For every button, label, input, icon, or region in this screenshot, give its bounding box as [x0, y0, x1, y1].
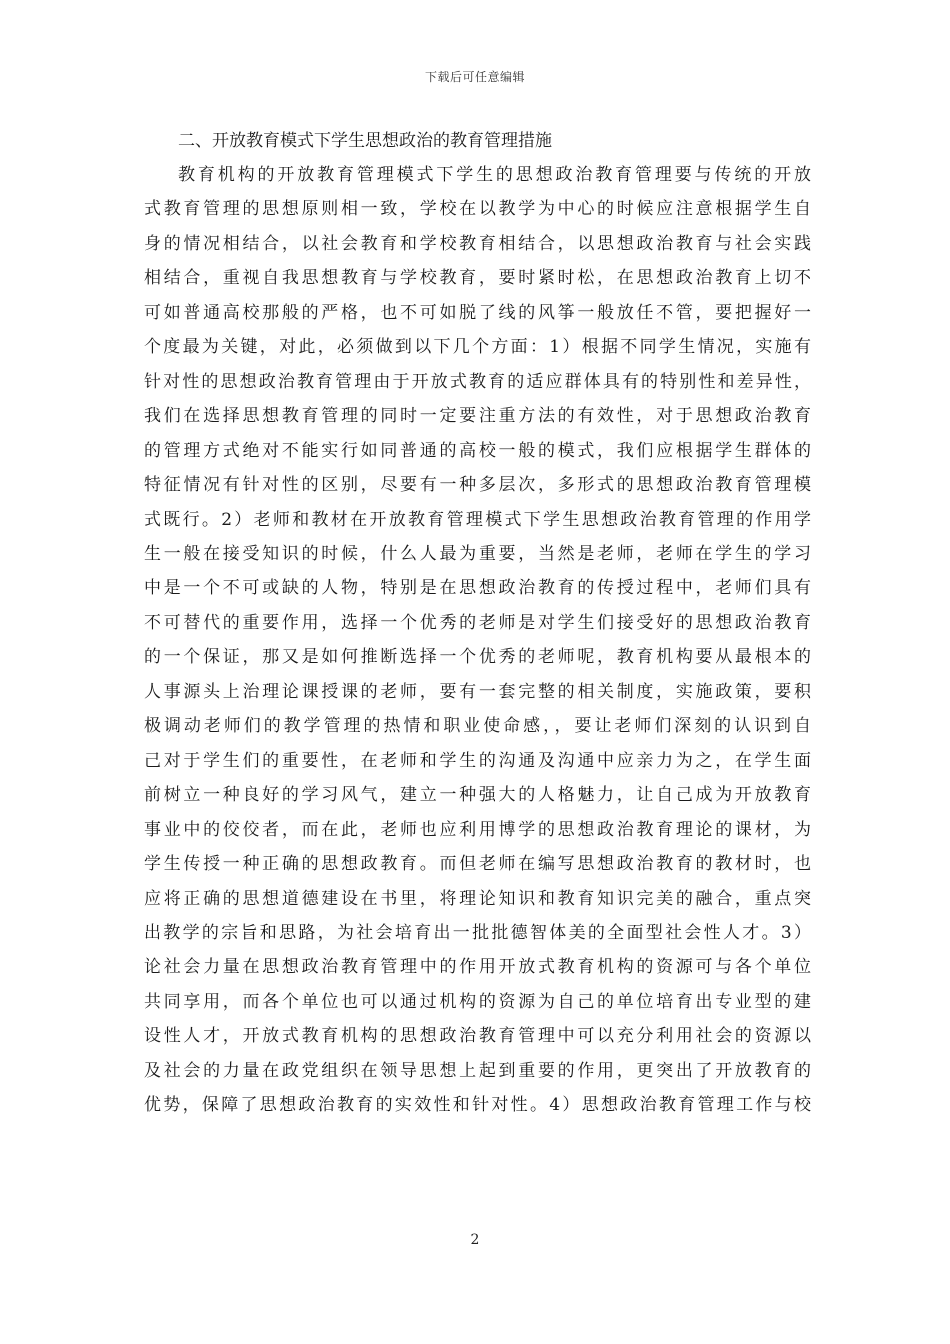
paragraph-line: 我们在选择思想教育管理的同时一定要注重方法的有效性，对于思想政治教育 — [144, 406, 811, 427]
paragraph-line: 中是一个不可或缺的人物，特别是在思想政治教育的传授过程中，老师们具有 — [144, 578, 811, 599]
paragraph-line: 教育机构的开放教育管理模式下学生的思想政治教育管理要与传统的开放 — [178, 165, 811, 185]
paragraph-line: 极调动老师们的教学管理的热情和职业使命感，，要让老师们深刻的认识到自 — [144, 716, 811, 737]
paragraph-line: 针对性的思想政治教育管理由于开放式教育的适应群体具有的特别性和差异性， — [144, 371, 811, 392]
paragraph-line: 式教育管理的思想原则相一致，学校在以教学为中心的时候应注意根据学生自 — [144, 199, 811, 220]
paragraph-line: 生一般在接受知识的时候，什么人最为重要，当然是老师，老师在学生的学习 — [144, 543, 811, 564]
paragraph-line: 身的情况相结合，以社会教育和学校教育相结合，以思想政治教育与社会实践 — [144, 233, 811, 254]
paragraph-line: 的管理方式绝对不能实行如同普通的高校一般的模式，我们应根据学生群体的 — [144, 440, 811, 461]
paragraph-line: 事业中的佼佼者，而在此，老师也应利用博学的思想政治教育理论的课材，为 — [144, 819, 811, 840]
paragraph-line: 特征情况有针对性的区别，尽要有一种多层次，多形式的思想政治教育管理模 — [144, 475, 811, 496]
paragraph-line: 及社会的力量在政党组织在领导思想上起到重要的作用，更突出了开放教育的 — [144, 1060, 811, 1081]
paragraph-line: 人事源头上治理论课授课的老师，要有一套完整的相关制度，实施政策，要积 — [144, 681, 811, 702]
paragraph-line: 应将正确的思想道德建设在书里，将理论知识和教育知识完美的融合，重点突 — [144, 888, 811, 909]
paragraph-line: 优势，保障了思想政治教育的实效性和针对性。4）思想政治教育管理工作与校 — [144, 1095, 811, 1116]
paragraph-line: 的一个保证，那又是如何推断选择一个优秀的老师呢，教育机构要从最根本的 — [144, 647, 811, 668]
section-heading: 二、开放教育模式下学生思想政治的教育管理措施 — [178, 131, 552, 151]
body-paragraph — [144, 158, 811, 1123]
paragraph-line: 个度最为关键，对此，必须做到以下几个方面：1）根据不同学生情况，实施有 — [144, 337, 811, 358]
paragraph-line: 出教学的宗旨和思路，为社会培育出一批批德智体美的全面型社会性人才。3） — [144, 922, 811, 943]
paragraph-line: 设性人才，开放式教育机构的思想政治教育管理中可以充分利用社会的资源以 — [144, 1026, 811, 1047]
paragraph-line: 己对于学生们的重要性，在老师和学生的沟通及沟通中应亲力为之，在学生面 — [144, 750, 811, 771]
paragraph-line: 相结合，重视自我思想教育与学校教育，要时紧时松，在思想政治教育上切不 — [144, 268, 811, 289]
paragraph-line: 论社会力量在思想政治教育管理中的作用开放式教育机构的资源可与各个单位 — [144, 957, 811, 978]
paragraph-line: 学生传授一种正确的思想政教育。而但老师在编写思想政治教育的教材时，也 — [144, 854, 811, 875]
page-header: 下载后可任意编辑 — [424, 70, 525, 84]
paragraph-line: 共同享用，而各个单位也可以通过机构的资源为自己的单位培育出专业型的建 — [144, 991, 811, 1012]
page-number: 2 — [470, 1232, 480, 1248]
paragraph-line: 式既行。2）老师和教材在开放教育管理模式下学生思想政治教育管理的作用学 — [144, 509, 811, 530]
paragraph-line: 不可替代的重要作用，选择一个优秀的老师是对学生们接受好的思想政治教育 — [144, 612, 811, 633]
paragraph-line: 前树立一种良好的学习风气，建立一种强大的人格魅力，让自己成为开放教育 — [144, 785, 811, 806]
paragraph-line: 可如普通高校那般的严格，也不可如脱了线的风筝一般放任不管，要把握好一 — [144, 302, 811, 323]
document-body — [144, 124, 811, 1123]
